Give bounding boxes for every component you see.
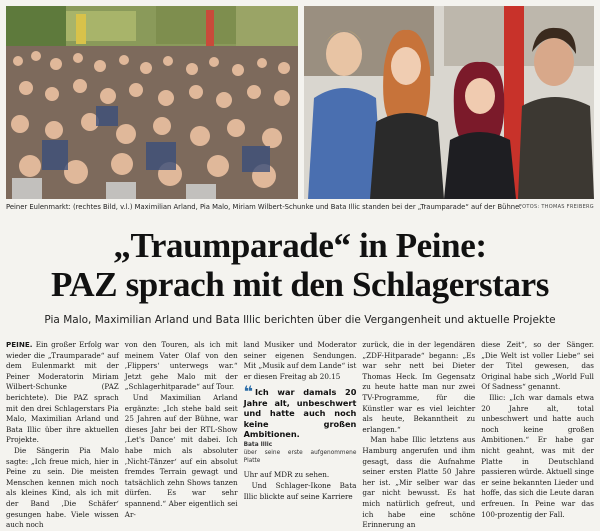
paragraph: land Musiker und Moderator seiner eigenen Sendungen. Mit „Musik auf dem Lande“ ist er diesen Freitag ab 20.15: [243, 340, 357, 381]
pull-quote: [243, 382, 357, 465]
paragraph: Und Maximilian Arland ergänzte: „Ich stehe bald seit 25 Jahren auf der Bühne, war dieses Jahr bei der RTL-Show ‚Let's Dance‘ mit dabei. Ich habe mich als absoluter ‚Nicht-Tänzer‘ auf ein absolut fremdes Terrain gewagt und tatsächlich zehn Shows tanzen dürfen. Es war sehr spannend.“ Aber eigentlich sei Ar-: [124, 392, 238, 519]
paragraph: zurück, die in der legendären „ZDF-Hitparade“ begann: „Es war sehr nett bei Dieter Thomas Heck. Im Gegensatz zu heute hatte man nur zwei TV-Programme, für die Künstler war es viel leichter als heute, Bekanntheit zu erlangen.“: [362, 340, 476, 434]
paragraph: Ein großer Erfolg war wieder die „Traumparade“ auf dem Eulenmarkt mit der Peiner Moderatorin Miriam Wilbert-Schunke (PAZ berichtete). Die PAZ sprach mit den drei Schlagerstars Pia Malo, Maximilian Arland und Bata Illic über ihre aktuellen Projekte.: [6, 340, 119, 445]
article-column-4: [362, 340, 476, 530]
headline-line-1: „Traumparade“ in Peine:: [113, 226, 487, 265]
paragraph: Uhr auf MDR zu sehen.: [243, 470, 330, 480]
article-column-5: [481, 340, 594, 519]
pull-quote-name: Bata Illic: [243, 442, 273, 449]
paragraph: Die Sängerin Pia Malo sagte: „Ich freue mich, hier in Peine zu sein. Die meisten Menschen kennen mich noch als kleines Kind, als ich mit der Band ‚Die Schäfer‘ gesungen habe. Viele wissen auch noch: [6, 445, 119, 530]
headline-line-2: PAZ sprach mit den Schlagerstars: [51, 265, 549, 304]
quote-icon: ❝: [243, 382, 253, 402]
article-column-3: [244, 340, 357, 500]
article-column-2: [124, 340, 238, 519]
article-column-1: [6, 340, 119, 530]
caption-text: Peiner Eulenmarkt: (rechtes Bild, v.l.) Maximilian Arland, Pia Malo, Miriam Wilbert-Schunke und Bata Illic standen bei der „Traumparade“ auf der Bühne.: [6, 203, 522, 211]
article-body: [6, 340, 594, 530]
headline: [6, 226, 594, 304]
paragraph: diese Zeit“, so der Sänger. „Die Welt ist voller Liebe“ sei der Titel gewesen, das Original habe sich „World Full Of Sadness“ genannt.: [481, 340, 594, 392]
subheadline: Pia Malo, Maximilian Arland und Bata Illic berichten über die Vergangenheit und aktuelle Projekte: [44, 314, 556, 326]
paragraph: Man habe Illic letztens aus Hamburg angerufen und ihm gesagt, dass die Aufnahme seiner ersten Platte 50 Jahre her ist. „Mir selber war das gar nicht bewusst. Es hat mich natürlich gefreut, und ich habe eine schöne Erinnerung an: [362, 435, 476, 530]
photo-credit: FOTOS: THOMAS FREIBERG: [518, 204, 594, 210]
pull-quote-description: über seine erste aufgenommene Platte: [243, 450, 357, 465]
dateline: PEINE.: [6, 340, 33, 349]
paragraph: Illic: „Ich war damals etwa 20 Jahre alt, total unbeschwert und hatte auch noch keine großen Ambitionen.“ Er habe gar nicht geahnt, was mit der Platte in Deutschland passieren würde. Aktuell singe er seine bekannten Lieder und hoffe, das sich die Leute daran erfreuen. In Peine war das 100-prozentig der Fall.: [481, 392, 594, 519]
pull-quote-attribution: [244, 441, 357, 465]
paragraph: Und Schlager-Ikone Bata Illic blickte auf seine Karriere: [243, 481, 357, 501]
crowd-photo: [6, 6, 298, 199]
pull-quote-text: Ich war damals 20 Jahre alt, unbeschwert und hatte auch noch keine großen Ambitionen.: [243, 387, 357, 439]
paragraph: von den Touren, als ich mit meinem Vater Olaf von den ‚Flippers‘ unterwegs war.“ Jetzt gehe Malo mit der „Schlagerhitparade“ auf Tour.: [124, 340, 238, 392]
photo-caption: [6, 201, 594, 213]
singers-photo: [304, 6, 594, 199]
